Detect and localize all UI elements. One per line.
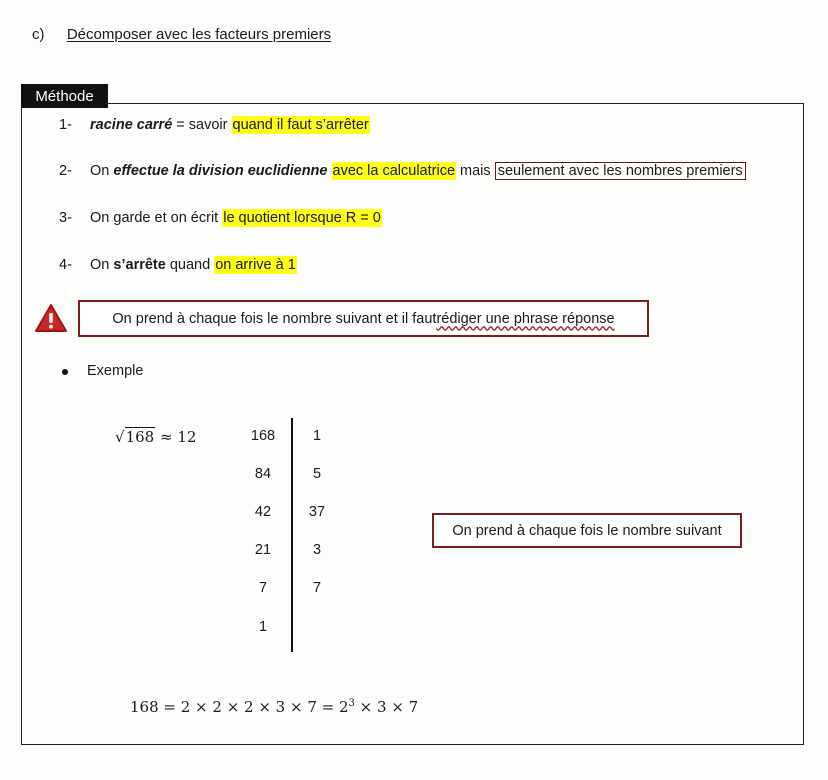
sqrt-sign: √ bbox=[115, 428, 125, 446]
section-title: Décomposer avec les facteurs premiers bbox=[66, 26, 332, 43]
dividend-value: 1 bbox=[258, 619, 268, 635]
step-2-term: effectue la division euclidienne bbox=[113, 163, 328, 179]
step-1 bbox=[59, 117, 370, 133]
step-4 bbox=[59, 257, 297, 273]
section-heading bbox=[32, 26, 331, 43]
section-letter: c) bbox=[32, 26, 45, 43]
step-2-space bbox=[327, 163, 331, 179]
step-number: 2- bbox=[59, 163, 72, 179]
note-box bbox=[432, 513, 742, 548]
example-label: Exemple bbox=[87, 363, 144, 379]
step-3-text: On garde et on écrit bbox=[90, 210, 219, 226]
divisor-value: 37 bbox=[308, 504, 326, 520]
decomposition-result bbox=[130, 698, 418, 716]
step-4-text: On bbox=[90, 257, 114, 273]
step-4-term: s’arrête bbox=[113, 257, 166, 273]
sqrt-expression bbox=[115, 428, 196, 446]
step-number: 1- bbox=[59, 117, 72, 133]
dividend-value: 42 bbox=[254, 504, 272, 520]
step-2-boxed: seulement avec les nombres premiers bbox=[495, 162, 746, 180]
result-left: 168 = 2 × 2 × 2 × 3 × 7 = 2 bbox=[130, 698, 349, 716]
warning-triangle-icon bbox=[34, 303, 68, 333]
divisor-value: 7 bbox=[312, 580, 322, 596]
sqrt-radicand: 168 bbox=[125, 428, 155, 446]
warning-underlined-text: rédiger une phrase réponse bbox=[436, 310, 615, 327]
result-right: × 3 × 7 bbox=[354, 698, 419, 716]
sqrt-result: ≈ 12 bbox=[159, 428, 197, 446]
methode-frame bbox=[21, 103, 804, 745]
step-1-text: = savoir bbox=[172, 117, 232, 133]
warning-text: On prend à chaque fois le nombre suivant et il faut bbox=[112, 310, 437, 327]
note-text: On prend à chaque fois le nombre suivant bbox=[452, 522, 722, 539]
step-2-highlight: avec la calculatrice bbox=[332, 163, 456, 179]
step-2 bbox=[59, 163, 746, 179]
result-exponent: 3 bbox=[348, 698, 355, 709]
division-separator bbox=[291, 418, 293, 652]
step-3-highlight: le quotient lorsque R = 0 bbox=[223, 210, 381, 226]
warning-box bbox=[78, 300, 649, 337]
divisor-value: 5 bbox=[312, 466, 322, 482]
dividend-value: 168 bbox=[250, 428, 276, 444]
step-4-text-quand: quand bbox=[165, 257, 215, 273]
step-number: 3- bbox=[59, 210, 72, 226]
step-1-term: racine carré bbox=[90, 117, 173, 133]
step-1-highlight: quand il faut s’arrêter bbox=[232, 117, 369, 133]
step-number: 4- bbox=[59, 257, 72, 273]
step-4-highlight: on arrive à 1 bbox=[215, 257, 296, 273]
dividend-value: 84 bbox=[254, 466, 272, 482]
divisor-value: 1 bbox=[312, 428, 322, 444]
dividend-value: 21 bbox=[254, 542, 272, 558]
step-2-text-mais: mais bbox=[456, 163, 495, 179]
methode-tab: Méthode bbox=[21, 84, 108, 108]
bullet-icon bbox=[62, 369, 68, 375]
dividend-value: 7 bbox=[258, 580, 268, 596]
divisor-value: 3 bbox=[312, 542, 322, 558]
step-2-text: On bbox=[90, 163, 114, 179]
step-3 bbox=[59, 210, 382, 226]
